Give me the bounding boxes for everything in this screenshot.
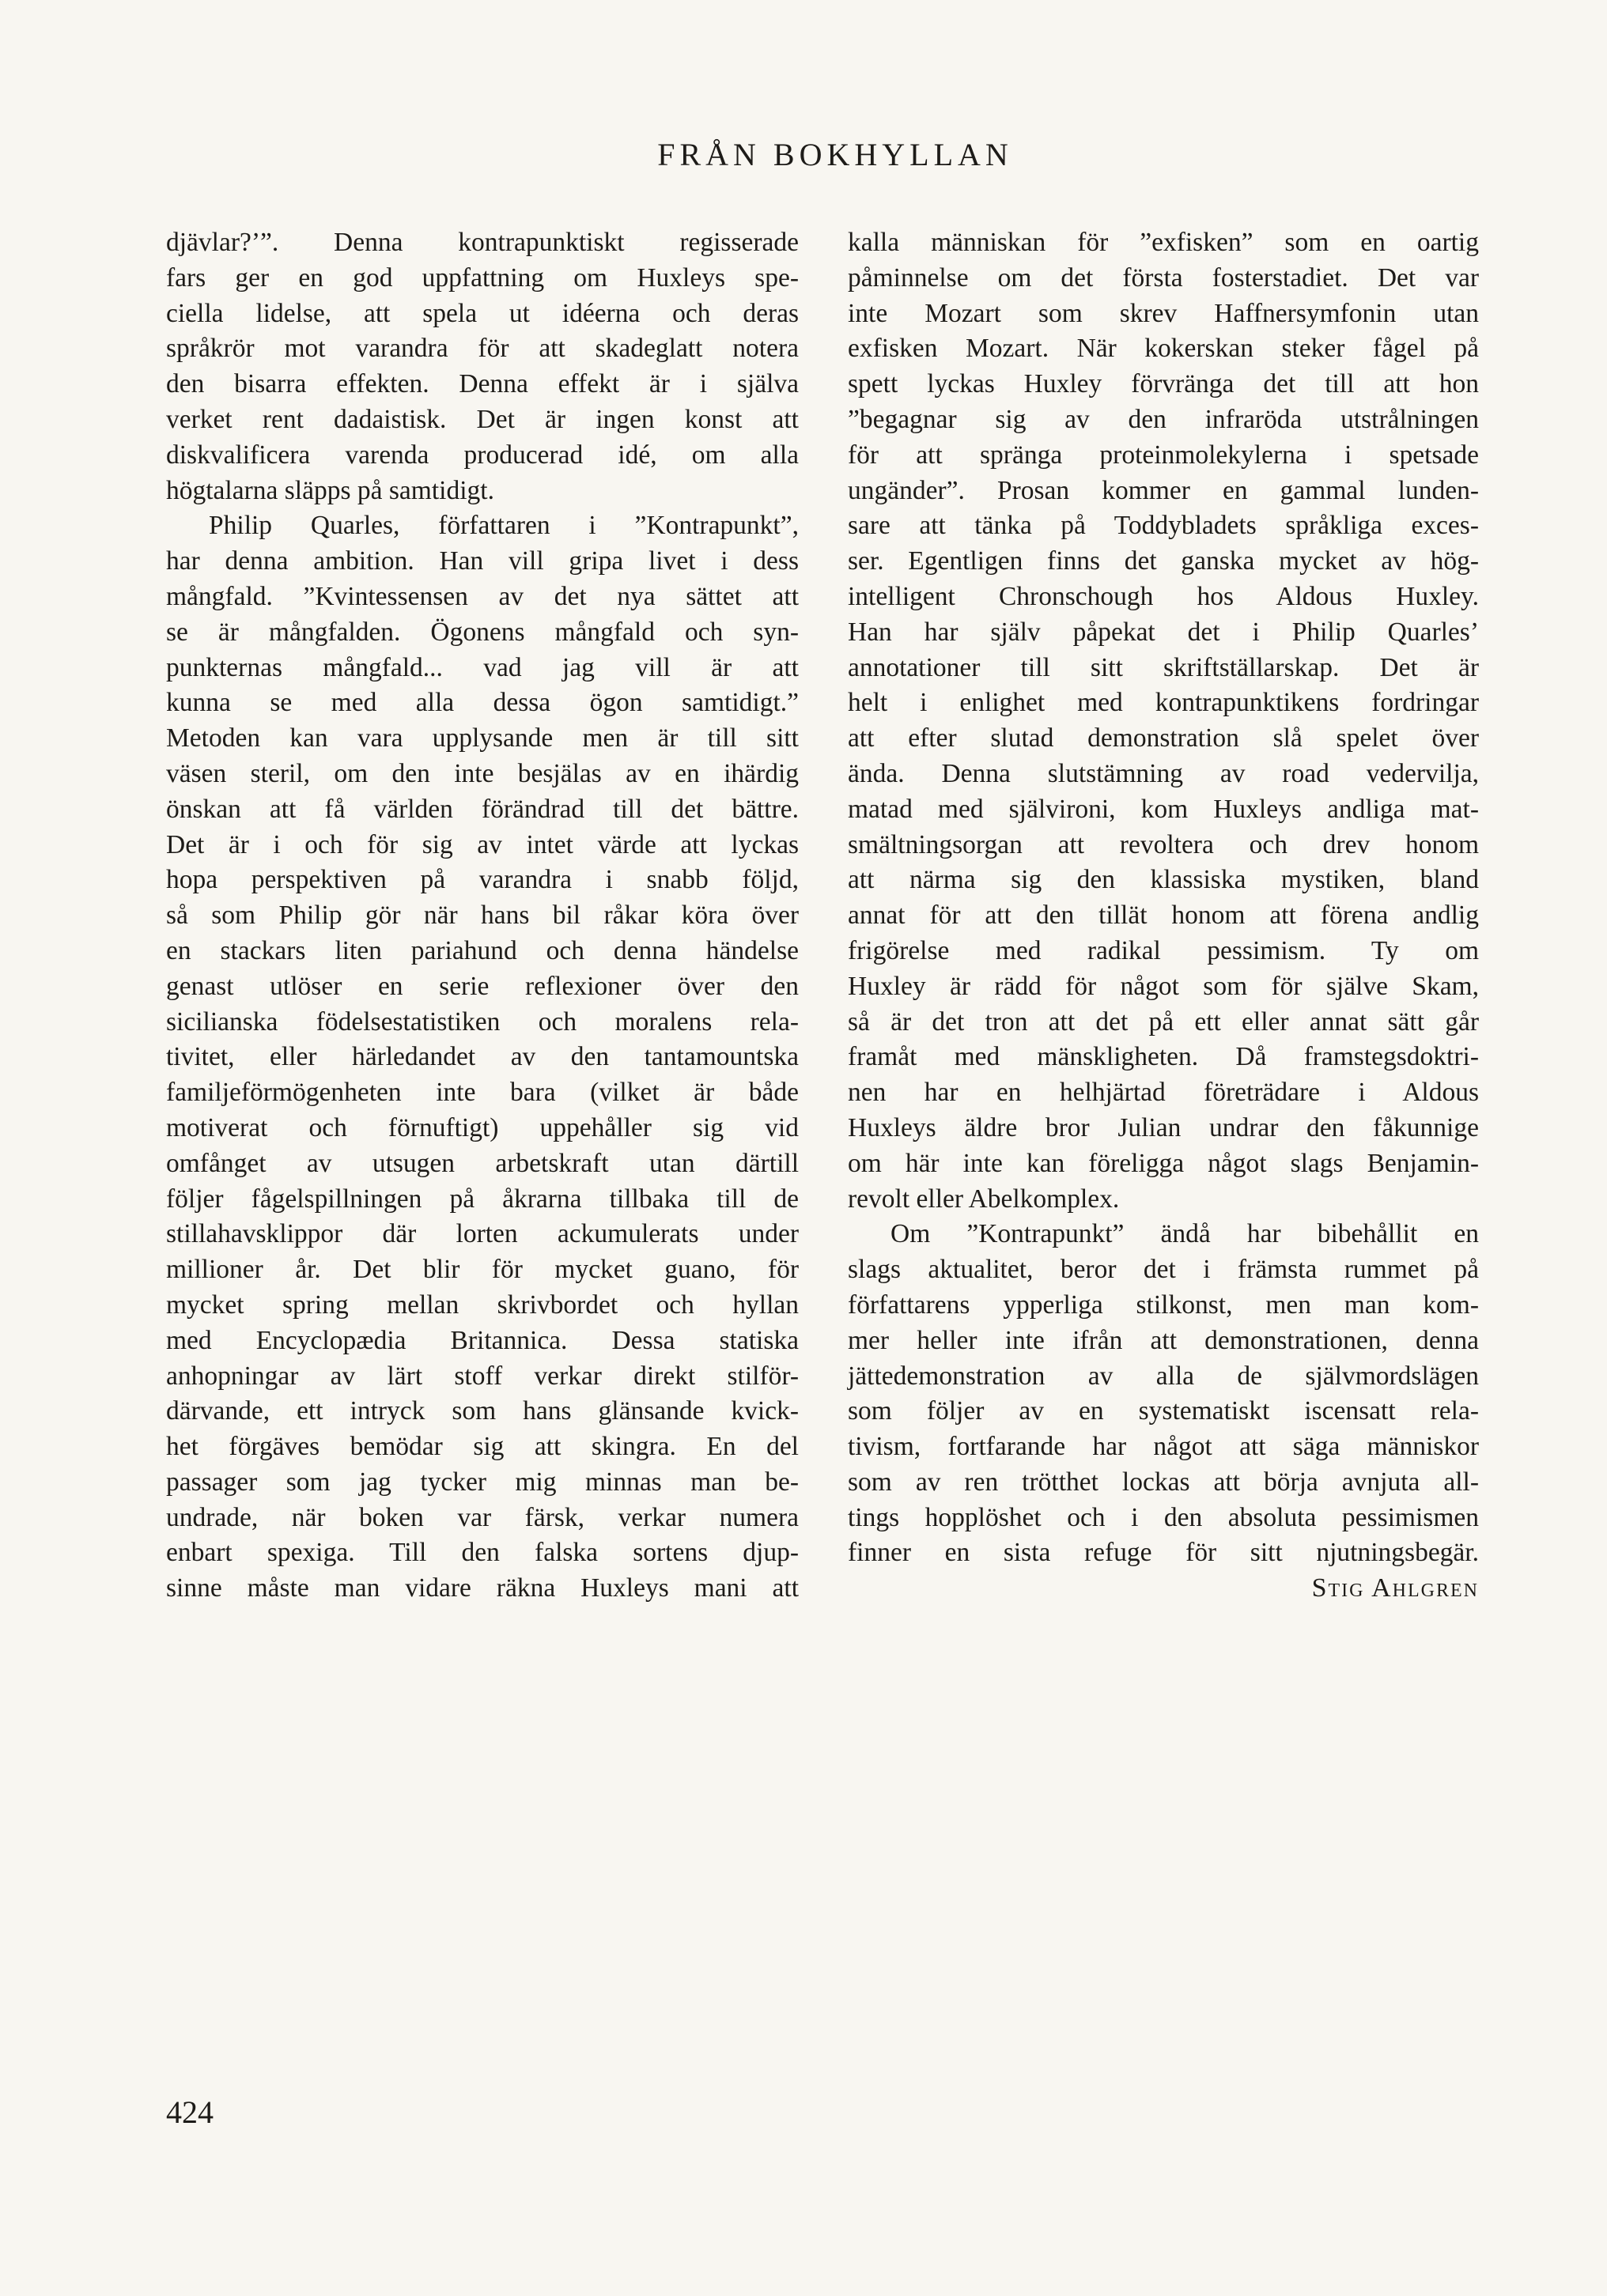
text-line: passager som jag tycker mig minnas man be- [166, 1467, 799, 1497]
text-line: att närma sig den klassiska mystiken, bland [848, 865, 1479, 895]
text-line: millioner år. Det blir för mycket guano, för [166, 1255, 799, 1285]
text-line: har denna ambition. Han vill gripa livet i dess [166, 546, 799, 576]
page-number: 424 [166, 2094, 214, 2130]
text-line: ungänder”. Prosan kommer en gammal lunden- [848, 475, 1479, 505]
text-line: genast utlöser en serie reflexioner över den [166, 971, 799, 1001]
text-line: att efter slutad demonstration slå spelet över [848, 723, 1479, 753]
author-signature: Stig Ahlgren [1311, 1573, 1479, 1603]
text-line: sicilianska födelsestatistiken och moralens rela- [166, 1006, 799, 1037]
text-line: som följer av en systematiskt iscensatt rela- [848, 1396, 1479, 1426]
text-line: inte Mozart som skrev Haffnersymfonin utan [848, 298, 1479, 328]
text-line: frigörelse med radikal pessimism. Ty om [848, 935, 1479, 965]
text-line: sinne måste man vidare räkna Huxleys mani att [166, 1573, 799, 1603]
text-line: Huxleys äldre bror Julian undrar den fåkunnige [848, 1112, 1479, 1142]
text-line: Han har själv påpekat det i Philip Quarles’ [848, 617, 1479, 647]
text-line: familjeförmögenheten inte bara (vilket är både [166, 1078, 799, 1108]
text-line: den bisarra effekten. Denna effekt är i själva [166, 369, 799, 399]
text-line: spett lyckas Huxley förvränga det till att hon [848, 369, 1479, 399]
text-line: språkrör mot varandra för att skadeglatt notera [166, 334, 799, 364]
text-line: som av ren trötthet lockas att börja avnjuta all- [848, 1467, 1479, 1497]
text-line: framåt med mänskligheten. Då framstegsdoktri- [848, 1042, 1479, 1072]
text-line: undrade, när boken var färsk, verkar numera [166, 1502, 799, 1532]
text-line: Philip Quarles, författaren i ”Kontrapunkt”, [209, 511, 799, 541]
text-line: omfånget av utsugen arbetskraft utan därtill [166, 1148, 799, 1178]
text-line: stillahavsklippor där lorten ackumulerats under [166, 1219, 799, 1249]
text-line: Om ”Kontrapunkt” ändå har bibehållit en [890, 1219, 1479, 1249]
text-line: följer fågelspillningen på åkrarna tillbaka till de [166, 1184, 799, 1214]
text-line: revolt eller Abelkomplex. [848, 1184, 1120, 1214]
left-column [166, 225, 799, 1607]
text-line: helt i enlighet med kontrapunktikens fordringar [848, 688, 1479, 718]
text-line: motiverat och förnuftigt) uppehåller sig vid [166, 1112, 799, 1142]
running-title: FRÅN BOKHYLLAN [657, 137, 1013, 172]
text-line: om här inte kan föreligga något slags Benjamin- [848, 1148, 1479, 1178]
text-line: mycket spring mellan skrivbordet och hyllan [166, 1290, 799, 1320]
text-line: punkternas mångfald... vad jag vill är att [166, 652, 799, 682]
text-line: författarens ypperliga stilkonst, men man kom- [848, 1290, 1479, 1320]
text-line: ser. Egentligen finns det ganska mycket av hög- [848, 546, 1479, 576]
text-line: djävlar?’”. Denna kontrapunktiskt regisserade [166, 228, 799, 257]
text-line: Det är i och för sig av intet värde att lyckas [166, 829, 799, 859]
text-line: het förgäves bemödar sig att skingra. En del [166, 1432, 799, 1462]
text-line: jättedemonstration av alla de självmordslägen [848, 1361, 1479, 1391]
text-line: så som Philip gör när hans bil råkar köra över [166, 901, 799, 931]
text-line: högtalarna släpps på samtidigt. [166, 475, 494, 505]
text-line: intelligent Chronschough hos Aldous Huxley. [848, 581, 1479, 611]
text-line: annotationer till sitt skriftställarskap. Det är [848, 652, 1479, 682]
text-line: diskvalificera varenda producerad idé, om alla [166, 440, 799, 470]
text-line: för att spränga proteinmolekylerna i spetsade [848, 440, 1479, 470]
text-line: tivism, fortfarande har något att säga människor [848, 1432, 1479, 1462]
text-line: önskan att få världen förändrad till det bättre. [166, 794, 799, 824]
text-line: därvande, ett intryck som hans glänsande kvick- [166, 1396, 799, 1426]
text-line: mångfald. ”Kvintessensen av det nya sättet att [166, 581, 799, 611]
text-line: enbart spexiga. Till den falska sortens djup- [166, 1538, 799, 1568]
text-line: sare att tänka på Toddybladets språkliga exces- [848, 511, 1479, 541]
text-line: hopa perspektiven på varandra i snabb följd, [166, 865, 799, 895]
text-line: verket rent dadaistisk. Det är ingen konst att [166, 404, 799, 434]
text-line: smältningsorgan att revoltera och drev honom [848, 829, 1479, 859]
text-line: Metoden kan vara upplysande men är till sitt [166, 723, 799, 753]
text-line: påminnelse om det första fosterstadiet. Det var [848, 262, 1479, 293]
text-line: en stackars liten pariahund och denna händelse [166, 935, 799, 965]
text-line: ända. Denna slutstämning av road vedervilja, [848, 758, 1479, 788]
text-line: Huxley är rädd för något som för själve Skam, [848, 971, 1479, 1001]
text-line: tivitet, eller härledandet av den tantamountska [166, 1042, 799, 1072]
text-line: anhopningar av lärt stoff verkar direkt stilför- [166, 1361, 799, 1391]
text-line: exfisken Mozart. När kokerskan steker fågel på [848, 334, 1479, 364]
text-line: med Encyclopædia Britannica. Dessa statiska [166, 1325, 799, 1355]
text-line: se är mångfalden. Ögonens mångfald och syn- [166, 617, 799, 647]
text-line: slags aktualitet, beror det i främsta rummet på [848, 1255, 1479, 1285]
text-line: nen har en helhjärtad företrädare i Aldous [848, 1078, 1479, 1108]
text-line: väsen steril, om den inte besjälas av en ihärdig [166, 758, 799, 788]
text-line: annat för att den tillät honom att förena andlig [848, 901, 1479, 931]
text-line: mer heller inte ifrån att demonstrationen, denna [848, 1325, 1479, 1355]
text-line: kalla människan för ”exfisken” som en oartig [848, 228, 1479, 257]
right-column [848, 225, 1479, 1607]
text-line: kunna se med alla dessa ögon samtidigt.” [166, 688, 799, 718]
text-line: finner en sista refuge för sitt njutningsbegär. [848, 1538, 1479, 1568]
text-line: ”begagnar sig av den infraröda utstrålningen [848, 404, 1479, 434]
text-line: tings hopplöshet och i den absoluta pessimismen [848, 1502, 1479, 1532]
text-line: ciella lidelse, att spela ut idéerna och deras [166, 298, 799, 328]
text-line: matad med självironi, kom Huxleys andliga mat- [848, 794, 1479, 824]
text-line: fars ger en god uppfattning om Huxleys spe- [166, 262, 799, 293]
text-line: så är det tron att det på ett eller annat sätt går [848, 1006, 1479, 1037]
